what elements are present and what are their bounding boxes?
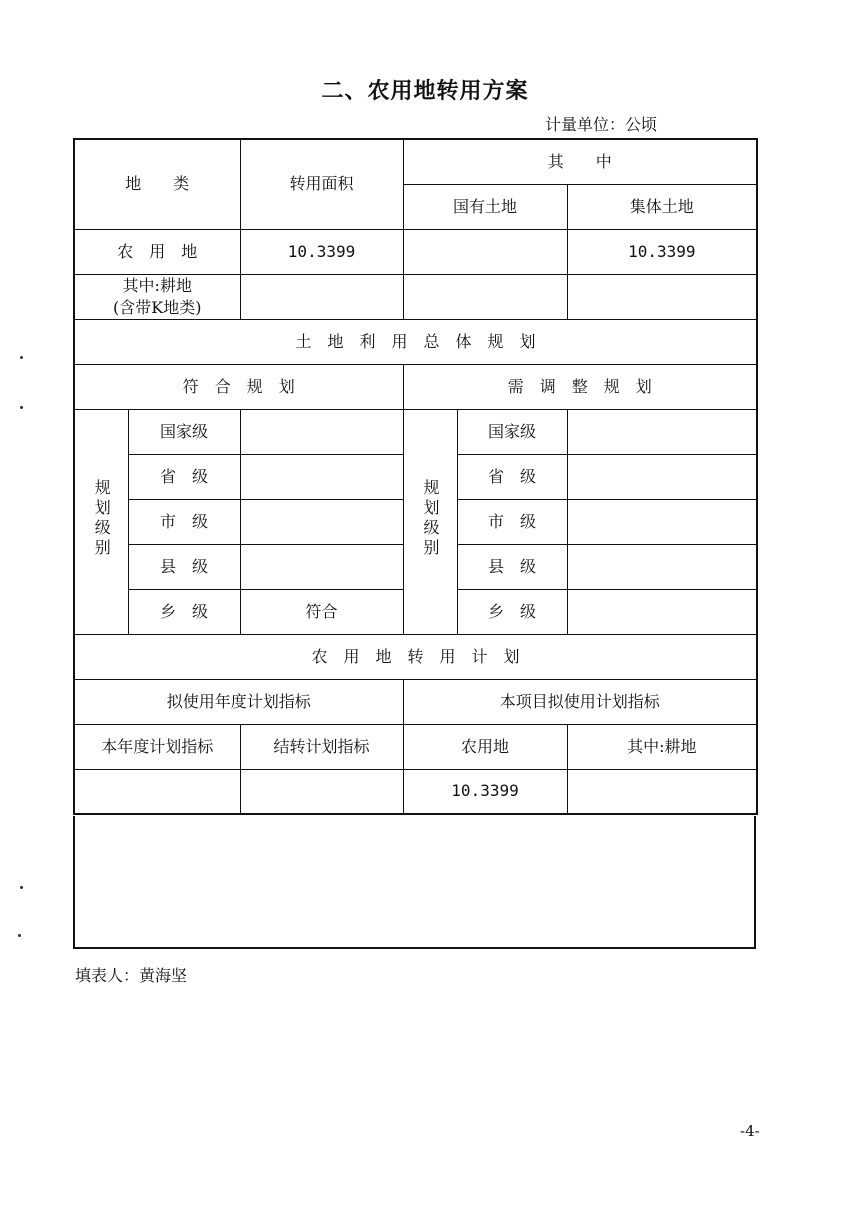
conforming-level-name: 国家级 [128, 409, 240, 454]
remarks-box [73, 816, 756, 949]
adjust-level-value [567, 544, 757, 589]
header-converted-area: 转用面积 [240, 139, 403, 229]
header-collective: 集体土地 [567, 184, 757, 229]
filled-by-label: 填表人：黄海坚 [75, 966, 188, 985]
adjust-title: 需 调 整 规 划 [403, 364, 757, 409]
adjust-level-name: 县 级 [457, 544, 567, 589]
page-number: -4- [740, 1122, 760, 1140]
scan-speck [20, 886, 23, 889]
conversion-plan-title: 农 用 地 转 用 计 划 [74, 634, 757, 679]
adjust-level-name: 市 级 [457, 499, 567, 544]
project-indicator-title: 本项目拟使用计划指标 [403, 679, 757, 724]
conforming-level-value: 符合 [240, 589, 403, 634]
adjust-level-value [567, 409, 757, 454]
conforming-level-label-text: 规划级别 [92, 478, 112, 559]
conforming-title: 符 合 规 划 [74, 364, 403, 409]
annual-indicator-title: 拟使用年度计划指标 [74, 679, 403, 724]
adjust-level-value [567, 454, 757, 499]
cultivated-indicator-value [567, 769, 757, 814]
this-year-indicator-value [74, 769, 240, 814]
this-year-indicator-header: 本年度计划指标 [74, 724, 240, 769]
adjust-level-value [567, 589, 757, 634]
header-of-which: 其 中 [403, 139, 757, 184]
header-land-type: 地 类 [74, 139, 240, 229]
adjust-level-label-text: 规划级别 [421, 478, 441, 559]
planning-section-title: 土 地 利 用 总 体 规 划 [74, 319, 757, 364]
row-cultivated-label-line2: (含带K地类) [113, 297, 202, 317]
header-state-owned: 国有土地 [403, 184, 567, 229]
unit-label: 计量单位：公顷 [545, 115, 658, 134]
carried-over-indicator-value [240, 769, 403, 814]
adjust-level-value [567, 499, 757, 544]
row-farmland-area: 10.3399 [240, 229, 403, 274]
row-cultivated-collective [567, 274, 757, 319]
scan-speck [20, 406, 23, 409]
conforming-level-value [240, 499, 403, 544]
adjust-level-label [403, 409, 457, 634]
row-cultivated-state [403, 274, 567, 319]
conforming-level-value [240, 544, 403, 589]
conforming-level-value [240, 454, 403, 499]
adjust-level-name: 国家级 [457, 409, 567, 454]
row-farmland-collective: 10.3399 [567, 229, 757, 274]
adjust-level-name: 省 级 [457, 454, 567, 499]
adjust-level-name: 乡 级 [457, 589, 567, 634]
conforming-level-name: 乡 级 [128, 589, 240, 634]
row-farmland-label: 农 用 地 [74, 229, 240, 274]
conforming-level-name: 县 级 [128, 544, 240, 589]
row-cultivated-label [74, 274, 240, 319]
scan-speck [20, 356, 23, 359]
row-cultivated-label-line1: 其中:耕地 [122, 275, 192, 295]
land-conversion-table [73, 138, 758, 815]
conforming-level-name: 市 级 [128, 499, 240, 544]
cultivated-indicator-header: 其中:耕地 [567, 724, 757, 769]
farmland-indicator-header: 农用地 [403, 724, 567, 769]
row-cultivated-area [240, 274, 403, 319]
scan-speck [18, 934, 21, 937]
row-farmland-state [403, 229, 567, 274]
conforming-level-label [74, 409, 128, 634]
carried-over-indicator-header: 结转计划指标 [240, 724, 403, 769]
farmland-indicator-value: 10.3399 [403, 769, 567, 814]
conforming-level-value [240, 409, 403, 454]
conforming-level-name: 省 级 [128, 454, 240, 499]
page-title: 二、农用地转用方案 [321, 79, 529, 104]
